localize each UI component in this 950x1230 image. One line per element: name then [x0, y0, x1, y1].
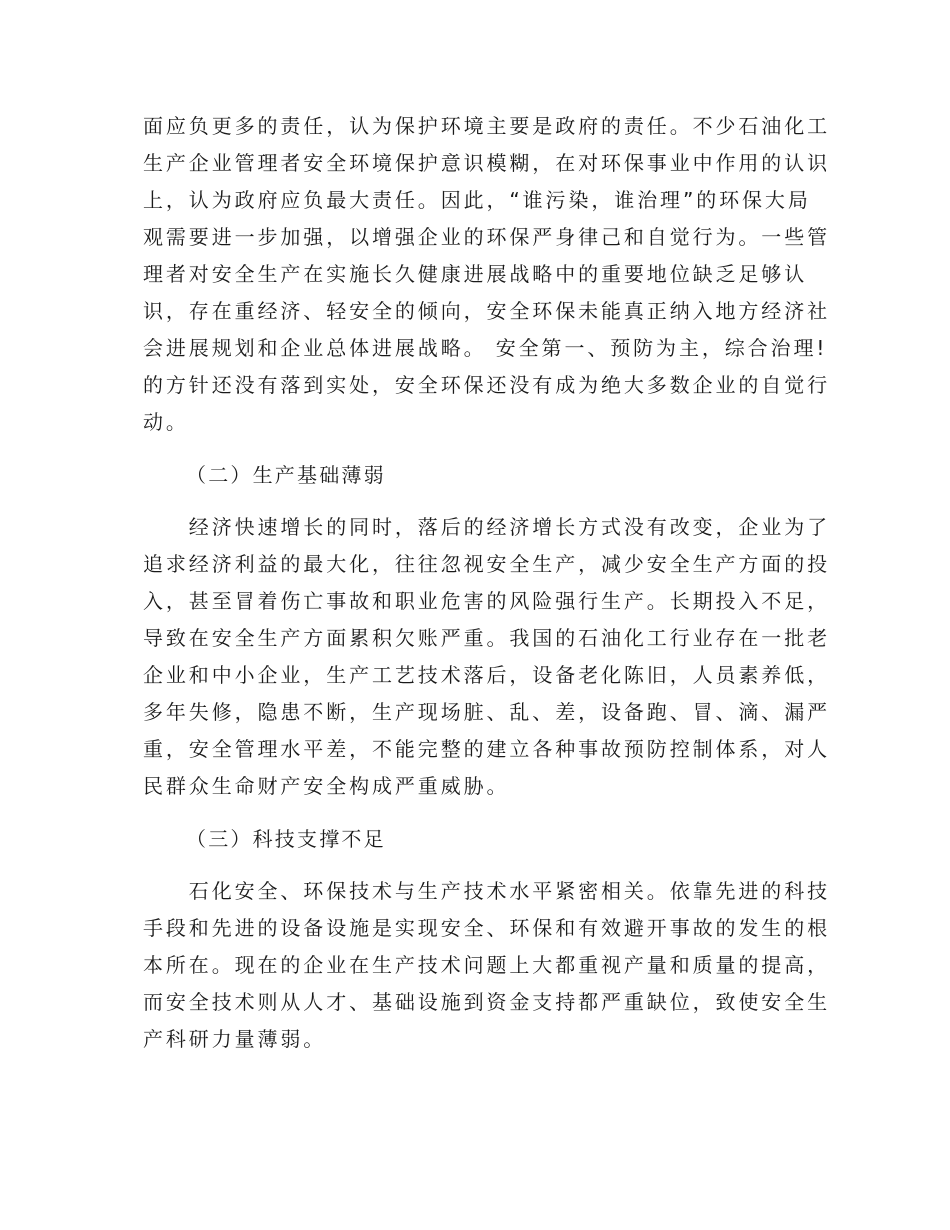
text-line: 石化安全、环保技术与生产技术水平紧密相关。依靠先进的科技 [143, 879, 830, 903]
text-line: 重，安全管理水平差，不能完整的建立各种事故预防控制体系，对人 [143, 737, 830, 761]
text-line: 多年失修，隐患不断，生产现场脏、乱、差，设备跑、冒、滴、漏严 [143, 700, 830, 724]
section-heading: （二）生产基础薄弱 [186, 463, 386, 487]
text-line: 入，甚至冒着伤亡事故和职业危害的风险强行生产。长期投入不足， [143, 589, 830, 613]
text-line: 面应负更多的责任，认为保护环境主要是政府的责任。不少石油化工 [143, 114, 830, 138]
text-line: 的方针还没有落到实处，安全环保还没有成为绝大多数企业的自觉行 [143, 373, 830, 397]
text-line: 企业和中小企业，生产工艺技术落后，设备老化陈旧，人员素养低， [143, 663, 830, 687]
text-line: 追求经济利益的最大化，往往忽视安全生产，减少安全生产方面的投 [143, 552, 830, 576]
text-line: 导致在安全生产方面累积欠账严重。我国的石油化工行业存在一批老 [143, 626, 830, 650]
text-line: 观需要进一步加强，以增强企业的环保严身律己和自觉行为。一些管 [143, 225, 830, 249]
text-line: 生产企业管理者安全环境保护意识模糊，在对环保事业中作用的认识 [143, 151, 830, 175]
text-line: 经济快速增长的同时，落后的经济增长方式没有改变，企业为了 [143, 515, 830, 539]
text-line: 产科研力量薄弱。 [143, 1027, 327, 1051]
text-line: 手段和先进的设备设施是实现安全、环保和有效避开事故的发生的根 [143, 916, 830, 940]
text-line: 会进展规划和企业总体进展战略。 安全第一、预防为主，综合治理! [143, 336, 828, 360]
text-line: 动。 [143, 410, 189, 434]
text-line: 本所在。现在的企业在生产技术问题上大都重视产量和质量的提高， [143, 953, 830, 977]
text-line: 而安全技术则从人才、基础设施到资金支持都严重缺位，致使安全生 [143, 990, 830, 1014]
text-line: 识，存在重经济、轻安全的倾向，安全环保未能真正纳入地方经济社 [143, 299, 830, 323]
text-line: 民群众生命财产安全构成严重威胁。 [143, 774, 510, 798]
section-heading: （三）科技支撑不足 [186, 827, 386, 851]
text-line: 理者对安全生产在实施长久健康进展战略中的重要地位缺乏足够认 [143, 262, 808, 286]
text-line: 上，认为政府应负最大责任。因此，“谁污染，谁治理”的环保大局 [143, 188, 811, 212]
